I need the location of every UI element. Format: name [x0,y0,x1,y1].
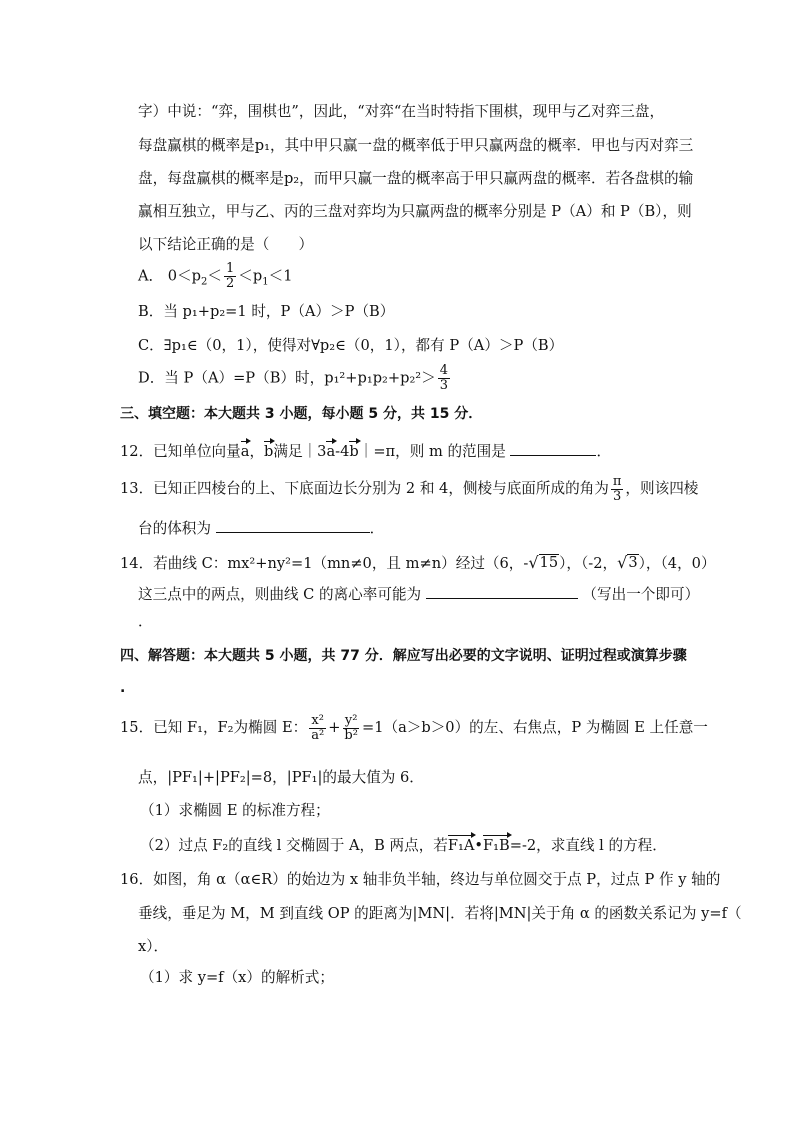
q13-text: 台的体积为 [138,520,211,537]
question-13 [120,474,698,504]
fraction-den: 3 [613,488,622,504]
question-16-line-2: 垂线，垂足为 M，M 到直线 OP 的距离为|MN|．若将|MN|关于角 α 的函数关系记为 y=f（ [138,905,742,922]
question-15-line-2: 点，|PF₁|+|PF₂|=8，|PF₁|的最大值为 6． [138,769,424,786]
question-16-part-1: （1）求 y=f（x）的解析式； [140,969,334,986]
q14-text: ），（-2， [559,555,618,572]
fraction-num: 4 [439,363,449,378]
fraction-num: y² [344,712,358,728]
option-b: B．当 p₁+p₂=1 时，P（A）＞P（B） [138,303,395,320]
question-16-line-3: x）． [138,938,169,955]
option-d-label: D．当 P（A）=P（B）时， [138,369,325,387]
radicand: 3 [628,554,638,571]
q14-text: ），（4，0） [638,555,716,572]
question-13-line-2 [138,518,384,539]
section-heading-4: 四、解答题：本大题共 5 小题，共 77 分．解应写出必要的文字说明、证明过程或演算步骤 [120,648,687,664]
q12-comma: ， [249,443,265,460]
fraction-den: a² [311,727,325,743]
q15-text: =1（a＞b＞0）的左、右焦点，P 为椭圆 E 上任意一 [361,719,708,736]
option-d-expr: p₁²+p₁p₂+p₂²＞ [324,369,436,387]
vector-f1a: F₁A [448,834,475,856]
section-heading-3: 三、填空题：本大题共 3 小题，每小题 5 分，共 15 分． [120,406,483,422]
q14-text: 14．若曲线 C：mx²+ny²=1（mn≠0，且 m≠n）经过（6，- [120,555,529,572]
question-15-part-1: （1）求椭圆 E 的标准方程； [140,802,330,819]
text-line-1: 字）中说：“弈，围棋也”，因此，“对弈“在当时特指下围棋，现甲与乙对弈三盘， [138,103,665,120]
q15-text: =-2，求直线 l 的方程． [509,837,667,854]
fraction-four-thirds [438,364,450,393]
radical-sign: √ [528,553,539,572]
option-a-math-1: 0＜p [167,267,202,285]
question-16: 16．如图，角 α（α∈R）的始边为 x 轴非负半轴，终边与单位圆交于点 P，过点 P 作 y 轴的 [120,871,721,888]
question-12 [120,440,611,462]
dot-operator: • [474,837,484,854]
vector-a: a [241,440,250,462]
question-14 [120,552,716,576]
answer-blank-12[interactable] [510,441,596,456]
q12-text: -4 [335,443,350,460]
radical-sign: √ [617,553,628,572]
q12-text: ｜=π，则 m 的范围是 [358,443,506,460]
plus-sign: + [328,719,341,736]
option-a-sub-1: 1 [262,276,269,288]
fraction-x2-a2 [309,714,326,743]
option-a-math-3: ＜1 [268,267,293,285]
text-line-5: 以下结论正确的是（ ） [138,236,314,253]
question-15 [120,710,708,746]
fraction-pi-over-3 [611,475,624,504]
text-line-2: 每盘赢棋的概率是p₁，其中甲只赢一盘的概率低于甲只赢两盘的概率．甲也与丙对弈三 [138,137,694,154]
sqrt-3 [617,554,639,572]
sqrt-15 [528,554,559,572]
q12-text: 12．已知单位向量 [120,443,241,460]
fraction-num: x² [311,712,324,728]
question-15-part-2 [140,834,667,856]
vector-a: a [326,440,335,462]
fraction-num: 1 [226,261,235,276]
q13-text: ，则该四棱 [625,480,699,497]
option-a-sub-2: 2 [201,276,208,288]
fraction-num: π [612,473,622,489]
fraction-den: b² [344,727,358,743]
radicand: 15 [539,554,559,571]
option-d [138,364,452,393]
answer-blank-13[interactable] [216,518,370,533]
vector-f1b: F₁B [483,834,510,856]
option-a-label: A． [138,267,164,285]
question-14-line-2 [138,584,699,605]
option-a [138,262,292,291]
fraction-den: 2 [226,276,235,291]
section-heading-4-end: . [120,680,126,696]
vector-b: b [264,440,273,462]
option-c: C．∃p₁∈（0，1），使得对∀p₂∈（0，1），都有 P（A）＞P（B） [138,337,564,354]
text-line-4: 赢相互独立，甲与乙、丙的三盘对弈均为只赢两盘的概率分别是 P（A）和 P（B），则 [138,203,692,220]
question-14-end: ． [138,613,153,630]
q15-text: （2）过点 F₂的直线 l 交椭圆于 A，B 两点，若 [140,837,448,854]
vector-b: b [349,440,358,462]
fraction-den: 3 [439,378,449,393]
q14-text: （写出一个即可） [582,586,700,603]
q12-text: 满足｜3 [273,443,327,460]
fraction-one-half [224,262,236,291]
q13-end: ． [369,520,385,537]
q15-text: 15．已知 F₁，F₂为椭圆 E： [120,719,308,736]
q13-text: 13．已知正四棱台的上、下底面边长分别为 2 和 4，侧棱与底面所成的角为 [120,480,609,497]
fraction-y2-b2 [342,714,360,743]
q12-end: ． [596,443,612,460]
option-a-math-2: ＜p [238,267,263,285]
answer-blank-14[interactable] [426,584,578,599]
option-a-lt: ＜ [207,267,222,285]
q14-text: 这三点中的两点，则曲线 C 的离心率可能为 [138,586,422,603]
text-line-3: 盘，每盘赢棋的概率是p₂，而甲只赢一盘的概率高于甲只赢两盘的概率．若各盘棋的输 [138,170,694,187]
